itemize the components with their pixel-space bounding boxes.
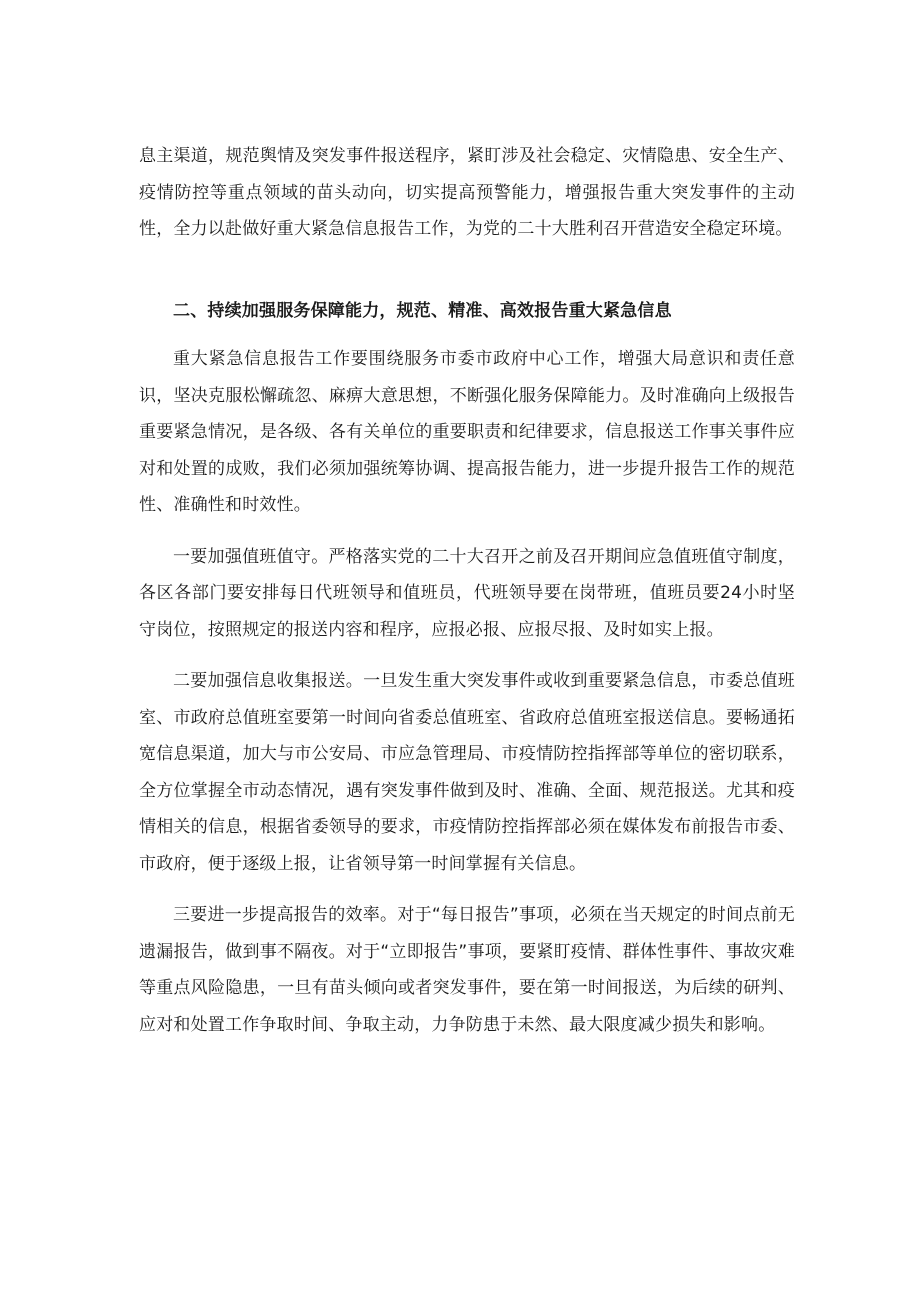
paragraph-1: 重大紧急信息报告工作要围绕服务市委市政府中心工作，增强大局意识和责任意识，坚决克服松懈疏忽、麻痹大意思想，不断强化服务保障能力。及时准确向上级报告重要紧急情况，是各级、各有关单位的重要职责和纪律要求，信息报送工作事关事件应对和处置的成败，我们必须加强统筹协调、提高报告能力，进一步提升报告工作的规范性、准确性和时效性。 [139,349,795,515]
paragraph-3: 二要加强信息收集报送。一旦发生重大突发事件或收到重要紧急信息，市委总值班室、市政府总值班室要第一时间向省委总值班室、省政府总值班室报送信息。要畅通拓宽信息渠道，加大与市公安局、市应急管理局、市疫情防控指挥部等单位的密切联系，全方位掌握全市动态情况，遇有突发事件做到及时、准确、全面、规范报送。尤其和疫情相关的信息，根据省委领导的要求，市疫情防控指挥部必须在媒体发布前报告市委、市政府，便于逐级上报，让省领导第一时间掌握有关信息。 [139,671,795,874]
document-body [139,138,795,1043]
paragraph-4: 三要进一步提高报告的效率。对于“每日报告”事项，必须在当天规定的时间点前无遗漏报告，做到事不隔夜。对于“立即报告”事项，要紧盯疫情、群体性事件、事故灾难等重点风险隐患，一旦有苗头倾向或者突发事件，要在第一时间报送，为后续的研判、应对和处置工作争取时间、争取主动，力争防患于未然、最大限度减少损失和影响。 [139,905,795,1035]
paragraph-2: 一要加强值班值守。严格落实党的二十大召开之前及召开期间应急值班值守制度，各区各部门要安排每日代班领导和值班员，代班领导要在岗带班，值班员要24小时坚守岗位，按照规定的报送内容和程序，应报必报、应报尽报、及时如实上报。 [139,546,795,640]
section-heading: 二、持续加强服务保障能力，规范、精准、高效报告重大紧急信息 [173,300,672,321]
intro-paragraph: 息主渠道，规范舆情及突发事件报送程序，紧盯涉及社会稳定、灾情隐患、安全生产、疫情防控等重点领域的苗头动向，切实提高预警能力，增强报告重大突发事件的主动性，全力以赴做好重大紧急信息报告工作，为党的二十大胜利召开营造安全稳定环境。 [139,146,795,239]
